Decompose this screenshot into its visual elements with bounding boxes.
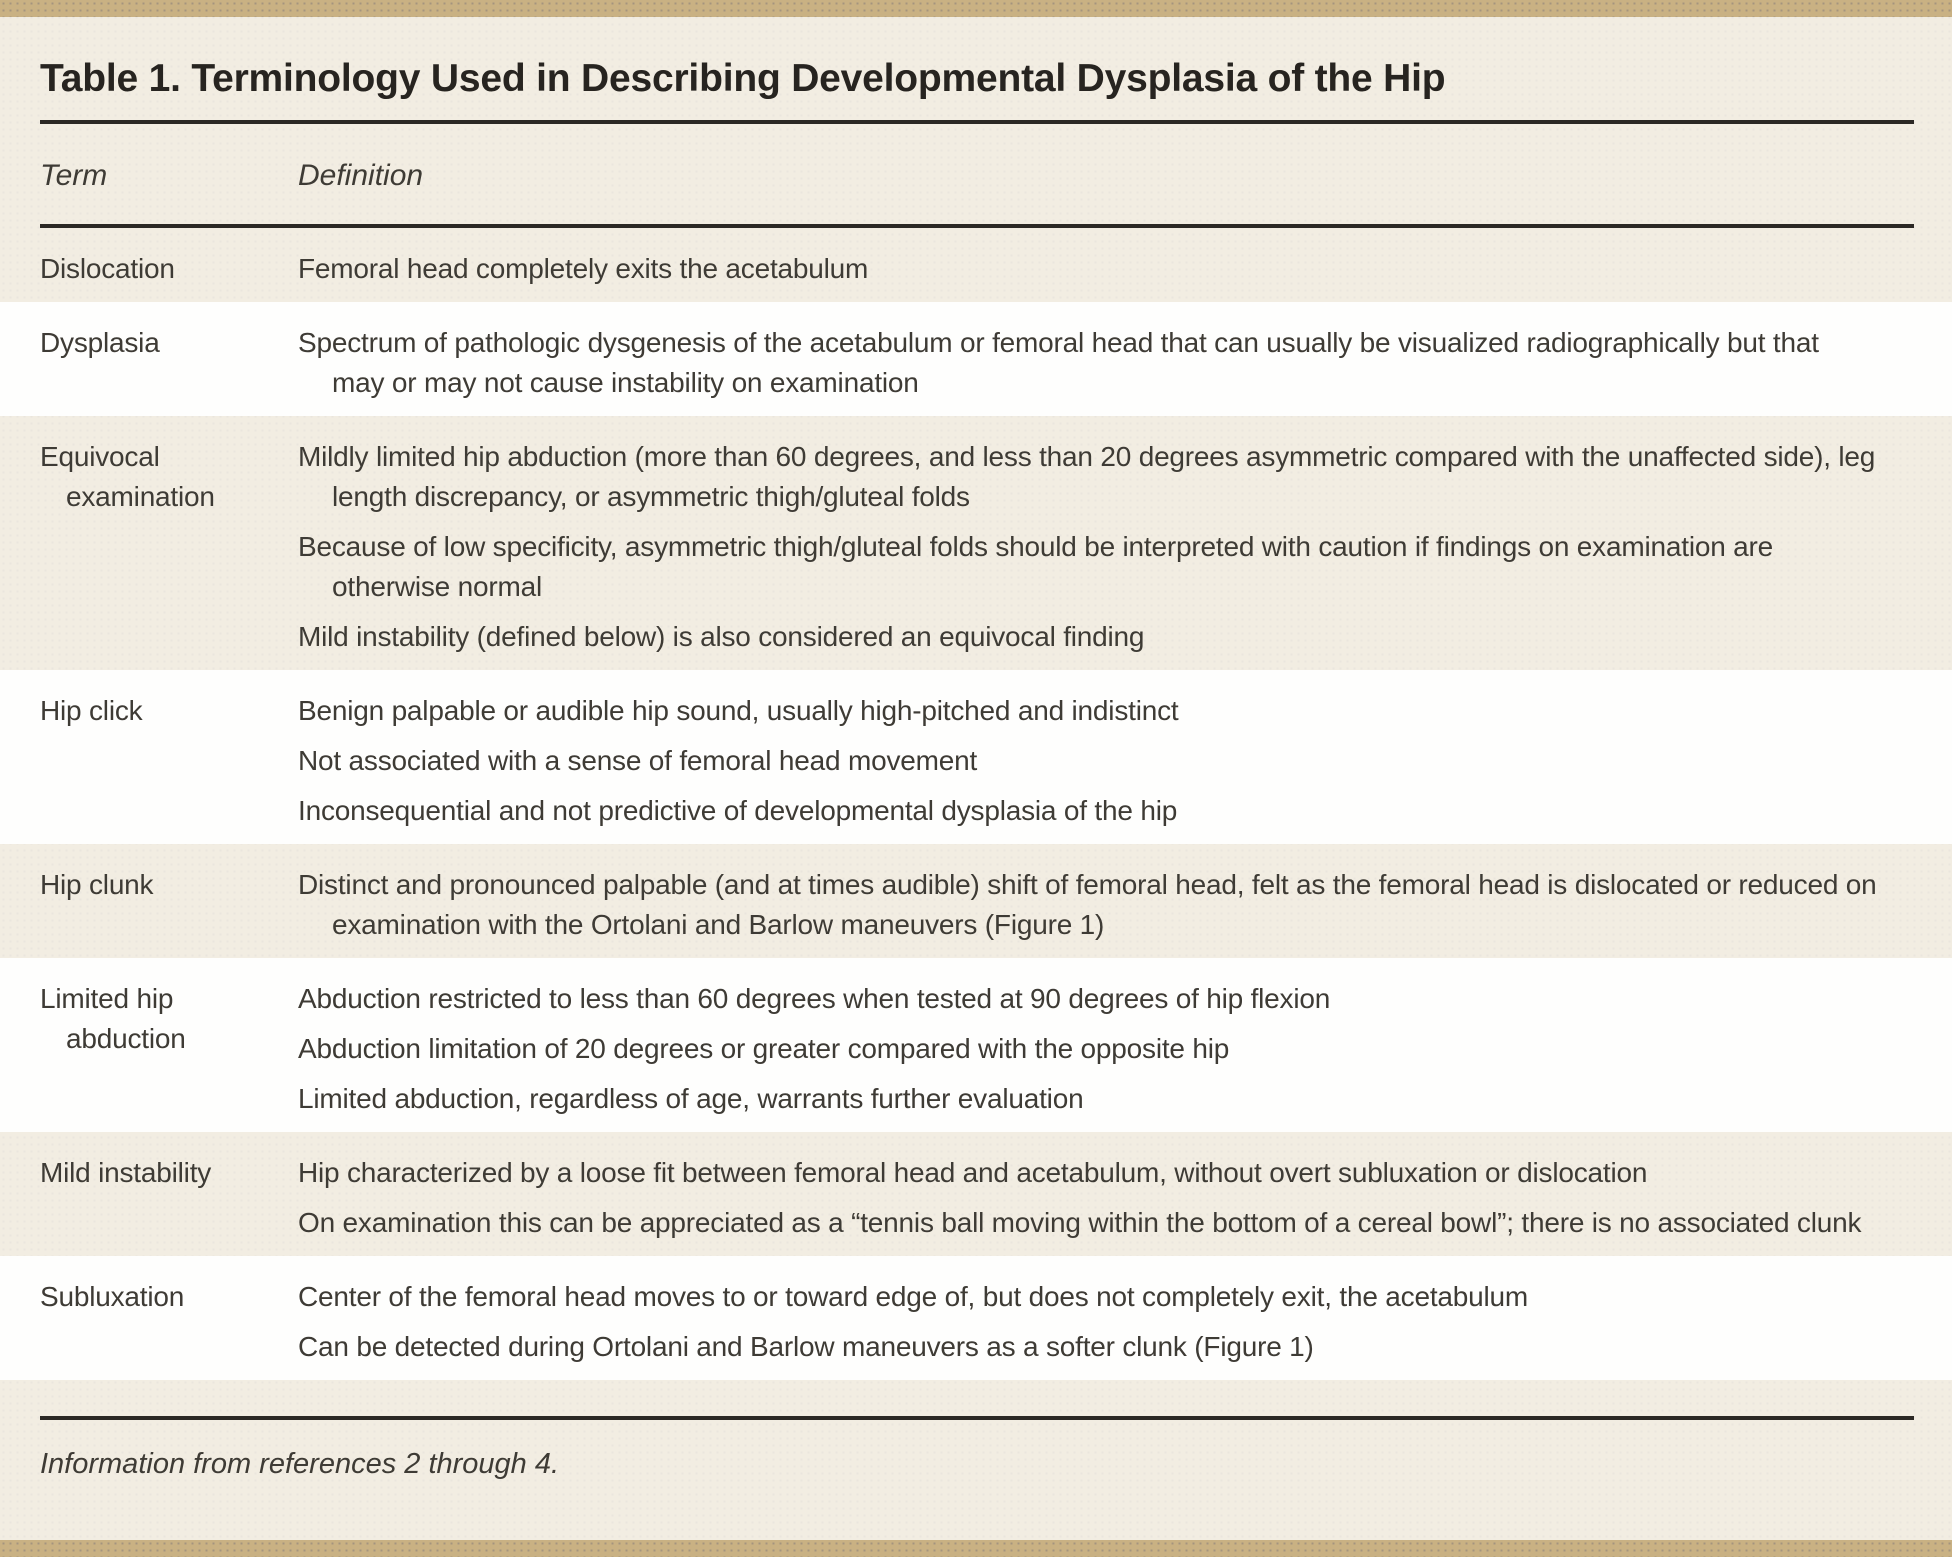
term-cell: Dislocation <box>40 253 175 284</box>
definition-cell <box>298 979 1914 1119</box>
term-cell: Dysplasia <box>40 327 160 358</box>
definition-cell <box>298 691 1914 831</box>
definition-paragraph: Because of low specificity, asymmetric thigh/gluteal folds should be interpreted with caution if findings on examination are otherwise normal <box>298 531 1774 602</box>
definition-paragraph: Center of the femoral head moves to or toward edge of, but does not completely exit, the acetabulum <box>298 1281 1529 1312</box>
definition-paragraph: Mildly limited hip abduction (more than 60 degrees, and less than 20 degrees asymmetric compared with the unaffected side), leg length discrepancy, or asymmetric thigh/gluteal folds <box>298 441 1876 512</box>
table-footer-section <box>0 1416 1952 1482</box>
table-rows <box>0 228 1952 1380</box>
top-border-bar <box>0 0 1952 17</box>
definition-paragraph: On examination this can be appreciated as a “tennis ball moving within the bottom of a cereal bowl”; there is no associated clunk <box>298 1207 1862 1238</box>
definition-cell <box>298 865 1914 945</box>
table-title: Table 1. Terminology Used in Describing Developmental Dysplasia of the Hip <box>40 57 1446 100</box>
definition-paragraph: Abduction restricted to less than 60 degrees when tested at 90 degrees of hip flexion <box>298 983 1331 1014</box>
definition-paragraph: Benign palpable or audible hip sound, usually high-pitched and indistinct <box>298 695 1179 726</box>
term-cell: Hip click <box>40 695 143 726</box>
column-headers <box>40 124 1914 206</box>
term-cell: Subluxation <box>40 1281 185 1312</box>
term-cell: Equivocal examination <box>40 441 215 512</box>
table-row <box>0 302 1952 416</box>
table-row <box>0 958 1952 1132</box>
footnote: Information from references 2 through 4. <box>40 1448 560 1480</box>
definition-paragraph: Can be detected during Ortolani and Barlow maneuvers as a softer clunk (Figure 1) <box>298 1331 1314 1362</box>
term-cell: Mild instability <box>40 1157 212 1188</box>
column-header-term: Term <box>40 159 108 192</box>
definition-paragraph: Distinct and pronounced palpable (and at times audible) shift of femoral head, felt as the femoral head is dislocated or reduced on examination with the Ortolani and Barlow maneuvers (Figure 1) <box>298 869 1877 940</box>
definition-paragraph: Abduction limitation of 20 degrees or greater compared with the opposite hip <box>298 1033 1230 1064</box>
definition-paragraph: Not associated with a sense of femoral head movement <box>298 745 978 776</box>
table-row <box>0 670 1952 844</box>
definition-paragraph: Hip characterized by a loose fit between femoral head and acetabulum, without overt subluxation or dislocation <box>298 1157 1648 1188</box>
table-row <box>0 844 1952 958</box>
footer-divider <box>40 1416 1914 1420</box>
term-cell: Hip clunk <box>40 869 154 900</box>
table-row <box>0 1256 1952 1380</box>
term-cell: Limited hip abduction <box>40 983 186 1054</box>
definition-cell <box>298 437 1914 657</box>
definition-paragraph: Inconsequential and not predictive of developmental dysplasia of the hip <box>298 795 1178 826</box>
bottom-border-bar <box>0 1540 1952 1557</box>
table-row <box>0 1132 1952 1256</box>
definition-cell <box>298 1277 1914 1367</box>
definition-cell <box>298 249 1914 289</box>
definition-paragraph: Mild instability (defined below) is also considered an equivocal finding <box>298 621 1145 652</box>
definition-paragraph: Limited abduction, regardless of age, warrants further evaluation <box>298 1083 1084 1114</box>
definition-paragraph: Spectrum of pathologic dysgenesis of the acetabulum or femoral head that can usually be visualized radiographically but that may or may not cause instability on examination <box>298 327 1819 398</box>
table-row <box>0 228 1952 302</box>
table-row <box>0 416 1952 670</box>
definition-paragraph: Femoral head completely exits the acetabulum <box>298 253 869 284</box>
column-header-definition: Definition <box>298 159 424 192</box>
table-header-section <box>0 0 1952 228</box>
definition-cell <box>298 323 1914 403</box>
definition-cell <box>298 1153 1914 1243</box>
